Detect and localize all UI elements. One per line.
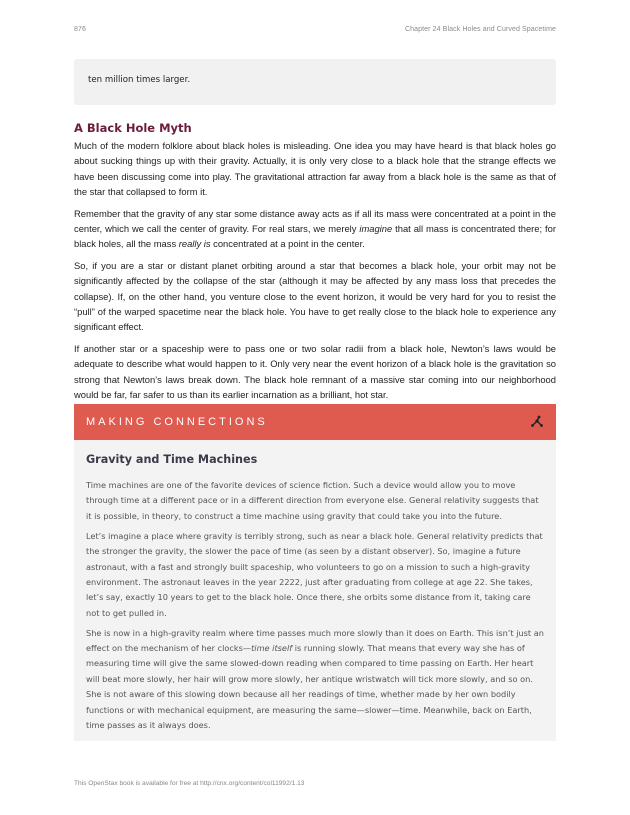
carry-over-box [74, 59, 556, 105]
text-run: She is now in a high-gravity realm where time passes much more slowly than it does on Earth. This isn’t just an effect on the mechanism of her clocks— [86, 627, 544, 654]
text-run: Remember that the gravity of any star some distance away acts as if all its mass were concentrated at a point in the center, which we call the center of gravity. For real stars, we merely [74, 207, 556, 234]
page-footer: This OpenStax book is available for free at http://cnx.org/content/col11992/1.13 [74, 780, 305, 787]
callout-paragraph: Let’s imagine a place where gravity is terribly strong, such as near a black hole. General relativity predicts that the stronger the gravity, the slower the pace of time (as seen by a distant observer). So, imagine a future astronaut, with a fast and strongly built spaceship, who volunteers to go on a mission to such a high-gravity environment. The astronaut leaves in the year 2222, just after graduating from college at age 22. She takes, let’s say, exactly 10 years to get to the black hole. Once there, she orbits some distance from it, taking care not to get pulled in. [86, 530, 543, 618]
text-run: that all mass is concentrated there; for black holes, all the mass [74, 222, 556, 250]
carry-over-text: ten million times larger. [88, 75, 191, 85]
making-connections-callout [74, 404, 556, 741]
callout-paragraph [86, 626, 544, 734]
emphasis: really is [178, 238, 211, 250]
connections-icon [530, 413, 544, 432]
callout-body [74, 440, 556, 734]
chapter-title: Chapter 24 Black Holes and Curved Spacetime [405, 26, 556, 33]
section-title: A Black Hole Myth [74, 121, 192, 135]
paragraph [74, 206, 556, 252]
callout-title: Gravity and Time Machines [86, 453, 258, 466]
paragraph: If another star or a spaceship were to pass one or two solar radii from a black hole, Newton’s laws would be adequate to describe what would happen to it. Only very near the event horizon of a black hole is the gravitation so strong that Newton’s laws break down. The black hole remnant of a massive star coming into our neighborhood would be far, far safer to us than its earlier incarnation as a brilliant, hot star. [74, 343, 556, 400]
text-run: concentrated at a point in the center. [210, 238, 365, 250]
text-run: is running slowly. That means that every way she has of measuring time will give the same slowed-down reading when compared to time passing on Earth. Her heart will beat more slowly, her hair will grow more slowly, her antique wristwatch will tick more slowly, and so on. She is not aware of this slowing down because all her readings of time, whether made by her own bodily functions or with mechanical equipment, are measuring the same—slower—time. Meanwhile, back on Earth, time passes as it always does. [86, 643, 534, 731]
emphasis: imagine [359, 222, 393, 234]
callout-header [74, 404, 556, 440]
main-content [74, 121, 556, 409]
callout-paragraph: Time machines are one of the favorite devices of science fiction. Such a device would allow you to move through time at a different pace or in a different direction from everyone else. General relativity suggests that it is possible, in theory, to construct a time machine using gravity that could take you into the future. [86, 480, 539, 521]
running-head [74, 26, 556, 33]
paragraph: So, if you are a star or distant planet orbiting around a star that becomes a black hole, your orbit may not be significantly affected by the collapse of the star (although it may be affected by any mass loss that precedes the collapse). If, on the other hand, you venture close to the event horizon, it would be very hard for you to resist the “pull” of the warped spacetime near the black hole. You have to get really close to the black hole to experience any significant effect. [74, 260, 556, 333]
emphasis: time itself [251, 643, 293, 654]
callout-label: MAKING CONNECTIONS [86, 416, 268, 428]
paragraph: Much of the modern folklore about black holes is misleading. One idea you may have heard is that black holes go about sucking things up with their gravity. Actually, it is only very close to a black hole that the strange effects we have been discussing come into play. The gravitational attraction far away from a black hole is the same as that of the star that collapsed to form it. [74, 140, 556, 197]
page-number: 876 [74, 26, 86, 33]
